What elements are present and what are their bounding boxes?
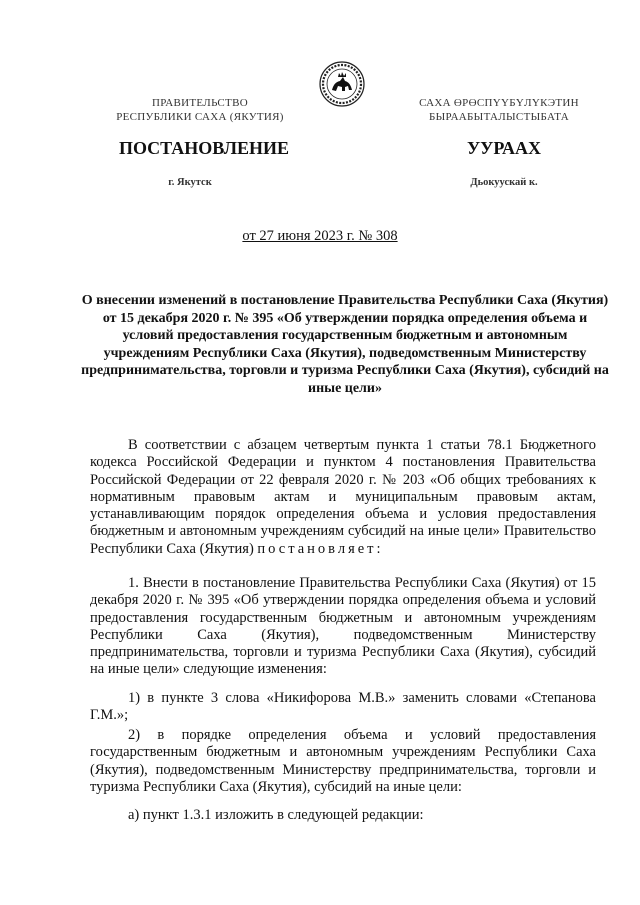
city-yakut: Дьокуускай к. <box>470 177 538 188</box>
document-title: О внесении изменений в постановление Правительства Республики Саха (Якутия) от 15 декабря 2020 г. № 395 «Об утверждении порядка определения объема и условий предоставления государственным бюджетным и автономным учреждениям Республики Саха (Якутия), подведомственным Министерству предпринимательства, торговли и туризма Республики Саха (Якутия), субсидий на иные цели» <box>81 293 609 396</box>
city-russian: г. Якутск <box>168 177 212 188</box>
preamble-text: В соответствии с абзацем четвертым пункта 1 статьи 78.1 Бюджетного кодекса Российской Федерации и пунктом 4 постановления Правительства Российской Федерации от 22 февраля 2020 г. № 203 «Об общих требованиях к нормативным правовым актам и муниципальным правовым актам, устанавливающим порядок определения объема и условия предоставления бюджетным и автономным учреждениям субсидий на иные цели» Правительство Республики Саха (Якутия) <box>90 437 596 557</box>
org-left-line2: РЕСПУБЛИКИ САХА (ЯКУТИЯ) <box>116 111 284 123</box>
clause-1-2-a <box>90 807 596 824</box>
sakha-coat-of-arms-icon <box>318 60 366 108</box>
preamble-paragraph <box>90 437 596 558</box>
date-number: от 27 июня 2023 г. № 308 <box>242 228 398 244</box>
clause-1-1 <box>90 690 596 725</box>
decree-word: постановляет: <box>257 540 384 557</box>
clause-1-1-text: 1) в пункте 3 слова «Никифорова М.В.» заменить словами «Степанова Г.М.»; <box>90 690 596 724</box>
doc-type-yakut: УУРААХ <box>466 138 542 158</box>
doc-type-russian: ПОСТАНОВЛЕНИЕ <box>118 138 290 158</box>
org-right-line1: САХА ӨРӨСПҮҮБҮЛҮКЭТИН <box>419 97 579 109</box>
clause-1-2-a-text: а) пункт 1.3.1 изложить в следующей редакции: <box>128 807 424 823</box>
clause-1-text: 1. Внести в постановление Правительства Республики Саха (Якутия) от 15 декабря 2020 г. № 395 «Об утверждении порядка определения объема и условий предоставления государственным бюджетным и автономным учреждениям Республики Саха (Якутия), подведомственным Министерству предпринимательства, торговли и туризма Республики Саха (Якутия), субсидий на иные цели» следующие изменения: <box>90 575 596 678</box>
org-right-line2: БЫРААБЫТАЛЫСТЫБАТА <box>429 111 569 123</box>
clause-1-2-text: 2) в порядке определения объема и условий предоставления государственным бюджетным и автономным учреждениям Республики Саха (Якутия), подведомственным Министерству предпринимательства, торговли и туризма Республики Саха (Якутия), субсидий на иные цели: <box>90 727 596 795</box>
clause-1 <box>90 575 596 679</box>
org-name-yakut <box>388 96 610 124</box>
clause-1-2 <box>90 727 596 796</box>
org-name-russian <box>100 96 300 124</box>
date-number-line <box>0 228 640 245</box>
org-left-line1: ПРАВИТЕЛЬСТВО <box>152 97 248 109</box>
